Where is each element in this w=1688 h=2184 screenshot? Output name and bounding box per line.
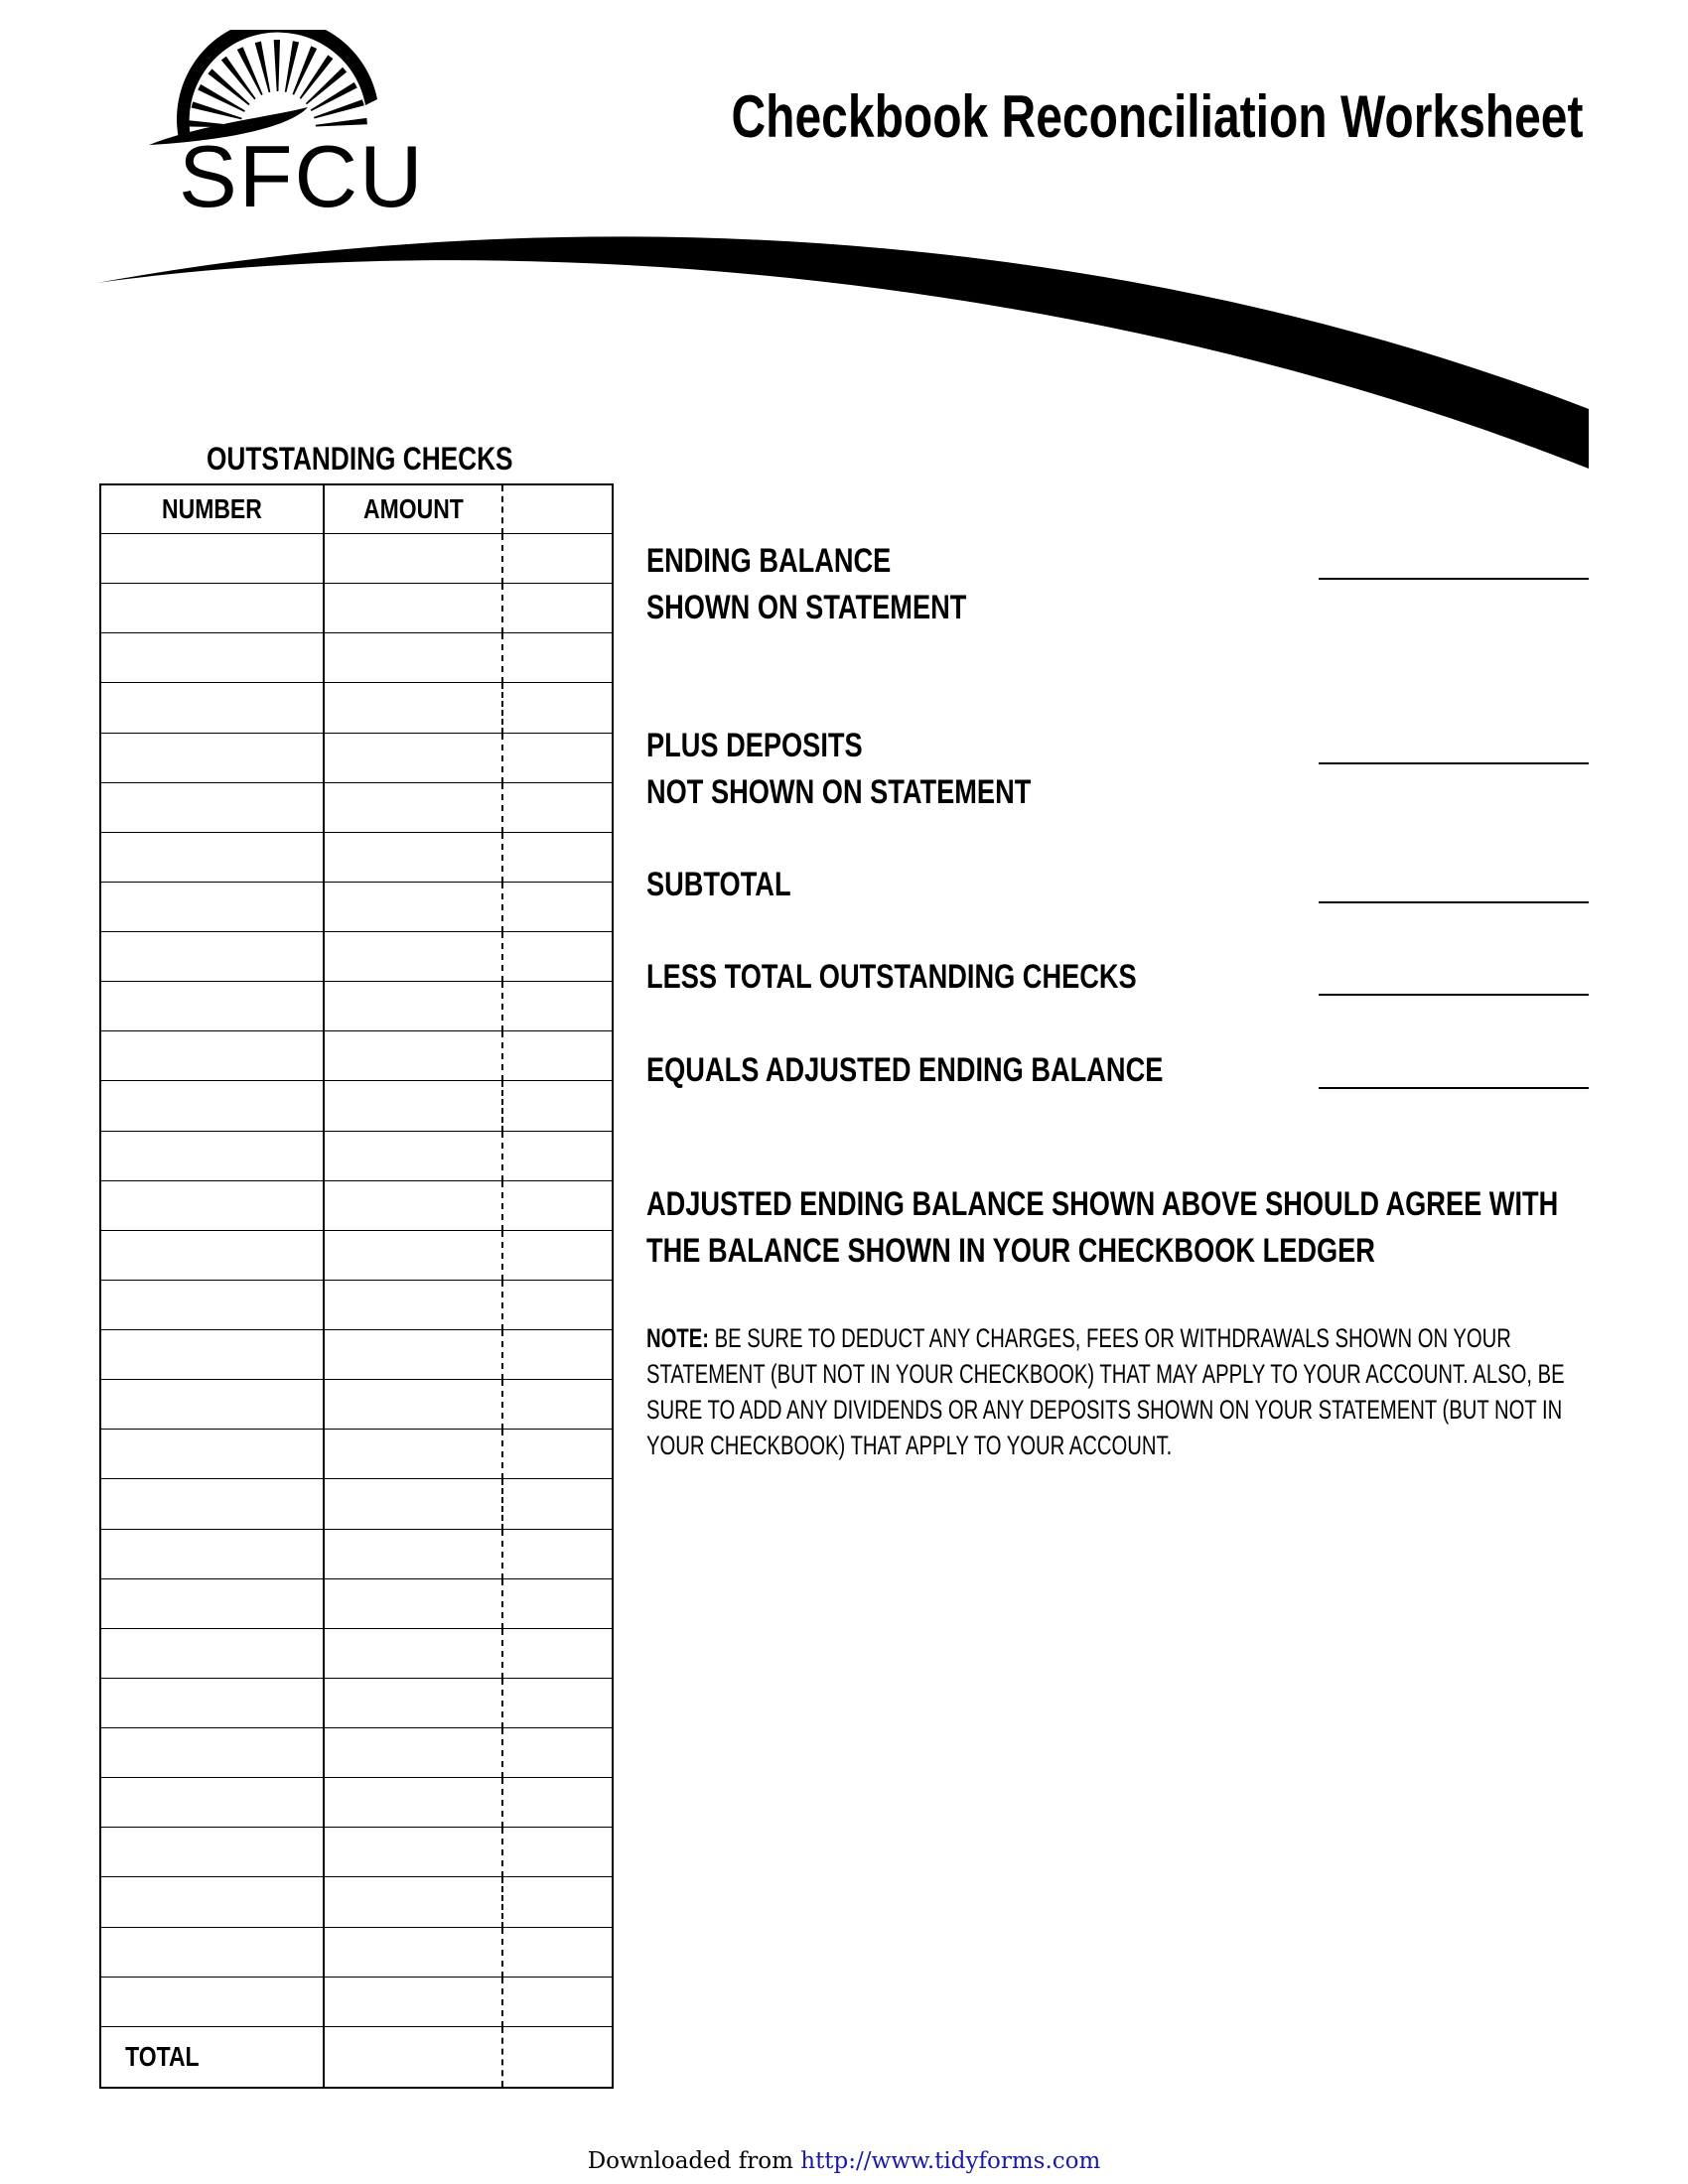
check-number-field[interactable] [100, 1678, 324, 1727]
check-amount-field[interactable] [324, 1628, 502, 1678]
check-amount-field[interactable] [324, 1678, 502, 1727]
check-number-field[interactable] [100, 1728, 324, 1778]
table-row [100, 633, 613, 683]
ending-balance-label-2: SHOWN ON STATEMENT [646, 589, 967, 626]
check-number-field[interactable] [100, 1031, 324, 1081]
table-row [100, 1877, 613, 1927]
check-cents-field[interactable] [502, 1828, 613, 1877]
check-amount-field[interactable] [324, 1380, 502, 1430]
check-number-field[interactable] [100, 782, 324, 832]
check-number-field[interactable] [100, 1280, 324, 1329]
check-cents-field[interactable] [502, 584, 613, 633]
total-label: TOTAL [100, 2027, 324, 2089]
subtotal-label: SUBTOTAL [646, 866, 791, 903]
plus-deposits-label-2: NOT SHOWN ON STATEMENT [646, 773, 1032, 811]
check-number-field[interactable] [100, 1131, 324, 1180]
check-amount-field[interactable] [324, 1131, 502, 1180]
table-row [100, 1280, 613, 1329]
table-row [100, 932, 613, 982]
check-cents-field[interactable] [502, 1927, 613, 1977]
column-header-number: NUMBER [100, 484, 324, 534]
check-number-field[interactable] [100, 1230, 324, 1280]
check-cents-field[interactable] [502, 1180, 613, 1230]
total-amount-field[interactable] [324, 2027, 502, 2089]
table-row [100, 1628, 613, 1678]
check-cents-field[interactable] [502, 683, 613, 733]
check-amount-field[interactable] [324, 1877, 502, 1927]
table-row [100, 1131, 613, 1180]
ending-balance-field[interactable] [1319, 578, 1589, 580]
check-amount-field[interactable] [324, 1430, 502, 1479]
outstanding-checks-table [99, 483, 614, 2089]
column-header-cents [502, 484, 613, 534]
check-number-field[interactable] [100, 1529, 324, 1578]
table-row [100, 882, 613, 931]
check-amount-field[interactable] [324, 584, 502, 633]
check-amount-field[interactable] [324, 534, 502, 584]
decorative-swoosh [0, 0, 1688, 516]
check-cents-field[interactable] [502, 534, 613, 584]
check-number-field[interactable] [100, 1330, 324, 1380]
column-header-amount: AMOUNT [324, 484, 502, 534]
check-cents-field[interactable] [502, 1230, 613, 1280]
check-amount-field[interactable] [324, 733, 502, 782]
check-number-field[interactable] [100, 733, 324, 782]
check-amount-field[interactable] [324, 1031, 502, 1081]
table-row [100, 1180, 613, 1230]
check-cents-field[interactable] [502, 1728, 613, 1778]
check-cents-field[interactable] [502, 1280, 613, 1329]
check-number-field[interactable] [100, 1828, 324, 1877]
check-amount-field[interactable] [324, 683, 502, 733]
check-cents-field[interactable] [502, 1430, 613, 1479]
footer-link[interactable]: http://www.tidyforms.com [800, 2148, 1101, 2174]
check-number-field[interactable] [100, 1479, 324, 1529]
check-number-field[interactable] [100, 1927, 324, 1977]
check-cents-field[interactable] [502, 1380, 613, 1430]
check-amount-field[interactable] [324, 1828, 502, 1877]
note-paragraph [646, 1320, 1585, 1463]
table-row [100, 683, 613, 733]
check-number-field[interactable] [100, 1180, 324, 1230]
check-amount-field[interactable] [324, 1977, 502, 2026]
check-amount-field[interactable] [324, 932, 502, 982]
check-cents-field[interactable] [502, 1628, 613, 1678]
note-label: NOTE: [646, 1323, 709, 1353]
table-row [100, 584, 613, 633]
plus-deposits-label: PLUS DEPOSITS [646, 727, 863, 764]
table-row [100, 1578, 613, 1628]
note-text: BE SURE TO DEDUCT ANY CHARGES, FEES OR WITHDRAWALS SHOWN ON YOUR STATEMENT (BUT NOT IN YOUR CHECKBOOK) THAT MAY APPLY TO YOUR ACCOUNT. ALSO, BE SURE TO ADD ANY DIVIDENDS OR ANY DEPOSITS SHOWN ON YOUR STATEMENT (BUT NOT IN YOUR CHECKBOOK) THAT APPLY TO YOUR ACCOUNT. [646, 1323, 1565, 1460]
check-number-field[interactable] [100, 1628, 324, 1678]
adjusted-balance-field[interactable] [1319, 1087, 1589, 1089]
check-amount-field[interactable] [324, 1529, 502, 1578]
table-row [100, 1031, 613, 1081]
table-header-row [100, 484, 613, 534]
check-cents-field[interactable] [502, 1031, 613, 1081]
check-amount-field[interactable] [324, 782, 502, 832]
table-row [100, 1778, 613, 1828]
check-number-field[interactable] [100, 1578, 324, 1628]
footer [0, 2148, 1688, 2174]
check-number-field[interactable] [100, 683, 324, 733]
check-amount-field[interactable] [324, 1180, 502, 1230]
check-number-field[interactable] [100, 1778, 324, 1828]
table-row [100, 1828, 613, 1877]
check-amount-field[interactable] [324, 882, 502, 931]
check-number-field[interactable] [100, 633, 324, 683]
check-amount-field[interactable] [324, 1081, 502, 1131]
table-row [100, 782, 613, 832]
check-number-field[interactable] [100, 534, 324, 584]
check-number-field[interactable] [100, 1430, 324, 1479]
check-amount-field[interactable] [324, 633, 502, 683]
check-cents-field[interactable] [502, 882, 613, 931]
check-number-field[interactable] [100, 1977, 324, 2026]
table-row [100, 832, 613, 882]
check-cents-field[interactable] [502, 733, 613, 782]
table-row [100, 1977, 613, 2026]
check-amount-field[interactable] [324, 1479, 502, 1529]
table-row [100, 1529, 613, 1578]
ending-balance-label: ENDING BALANCE [646, 542, 892, 580]
outstanding-checks-title: OUTSTANDING CHECKS [207, 441, 513, 477]
plus-deposits-field[interactable] [1319, 762, 1589, 764]
check-number-field[interactable] [100, 882, 324, 931]
check-cents-field[interactable] [502, 1578, 613, 1628]
check-amount-field[interactable] [324, 832, 502, 882]
check-cents-field[interactable] [502, 932, 613, 982]
check-amount-field[interactable] [324, 982, 502, 1031]
check-amount-field[interactable] [324, 1230, 502, 1280]
table-row [100, 1927, 613, 1977]
check-cents-field[interactable] [502, 982, 613, 1031]
check-cents-field[interactable] [502, 1330, 613, 1380]
check-cents-field[interactable] [502, 832, 613, 882]
check-cents-field[interactable] [502, 1479, 613, 1529]
table-row [100, 1728, 613, 1778]
check-number-field[interactable] [100, 832, 324, 882]
check-amount-field[interactable] [324, 1578, 502, 1628]
equals-adjusted-label: EQUALS ADJUSTED ENDING BALANCE [646, 1051, 1164, 1089]
total-cents-field[interactable] [502, 2027, 613, 2089]
table-row [100, 534, 613, 584]
check-number-field[interactable] [100, 982, 324, 1031]
table-row [100, 733, 613, 782]
check-amount-field[interactable] [324, 1280, 502, 1329]
check-cents-field[interactable] [502, 782, 613, 832]
check-amount-field[interactable] [324, 1330, 502, 1380]
check-cents-field[interactable] [502, 1977, 613, 2026]
footer-prefix: Downloaded from [587, 2148, 801, 2174]
check-cents-field[interactable] [502, 1778, 613, 1828]
check-number-field[interactable] [100, 932, 324, 982]
check-cents-field[interactable] [502, 1529, 613, 1578]
table-row [100, 1330, 613, 1380]
check-cents-field[interactable] [502, 633, 613, 683]
page-title: Checkbook Reconciliation Worksheet [731, 83, 1583, 150]
check-amount-field[interactable] [324, 1728, 502, 1778]
check-amount-field[interactable] [324, 1927, 502, 1977]
check-number-field[interactable] [100, 1877, 324, 1927]
less-outstanding-field[interactable] [1319, 994, 1589, 996]
table-row [100, 1230, 613, 1280]
total-row [100, 2027, 613, 2089]
check-cents-field[interactable] [502, 1131, 613, 1180]
check-cents-field[interactable] [502, 1877, 613, 1927]
less-outstanding-label: LESS TOTAL OUTSTANDING CHECKS [646, 958, 1137, 996]
table-row [100, 1479, 613, 1529]
agreement-statement: ADJUSTED ENDING BALANCE SHOWN ABOVE SHOULD AGREE WITH THE BALANCE SHOWN IN YOUR CHECKBOOK LEDGER [646, 1185, 1559, 1270]
check-number-field[interactable] [100, 584, 324, 633]
check-number-field[interactable] [100, 1380, 324, 1430]
table-row [100, 1678, 613, 1727]
logo-wordmark: SFCU [179, 127, 425, 225]
table-row [100, 1430, 613, 1479]
check-cents-field[interactable] [502, 1678, 613, 1727]
check-cents-field[interactable] [502, 1081, 613, 1131]
table-row [100, 1380, 613, 1430]
table-row [100, 1081, 613, 1131]
table-row [100, 982, 613, 1031]
subtotal-field[interactable] [1319, 901, 1589, 903]
check-amount-field[interactable] [324, 1778, 502, 1828]
check-number-field[interactable] [100, 1081, 324, 1131]
